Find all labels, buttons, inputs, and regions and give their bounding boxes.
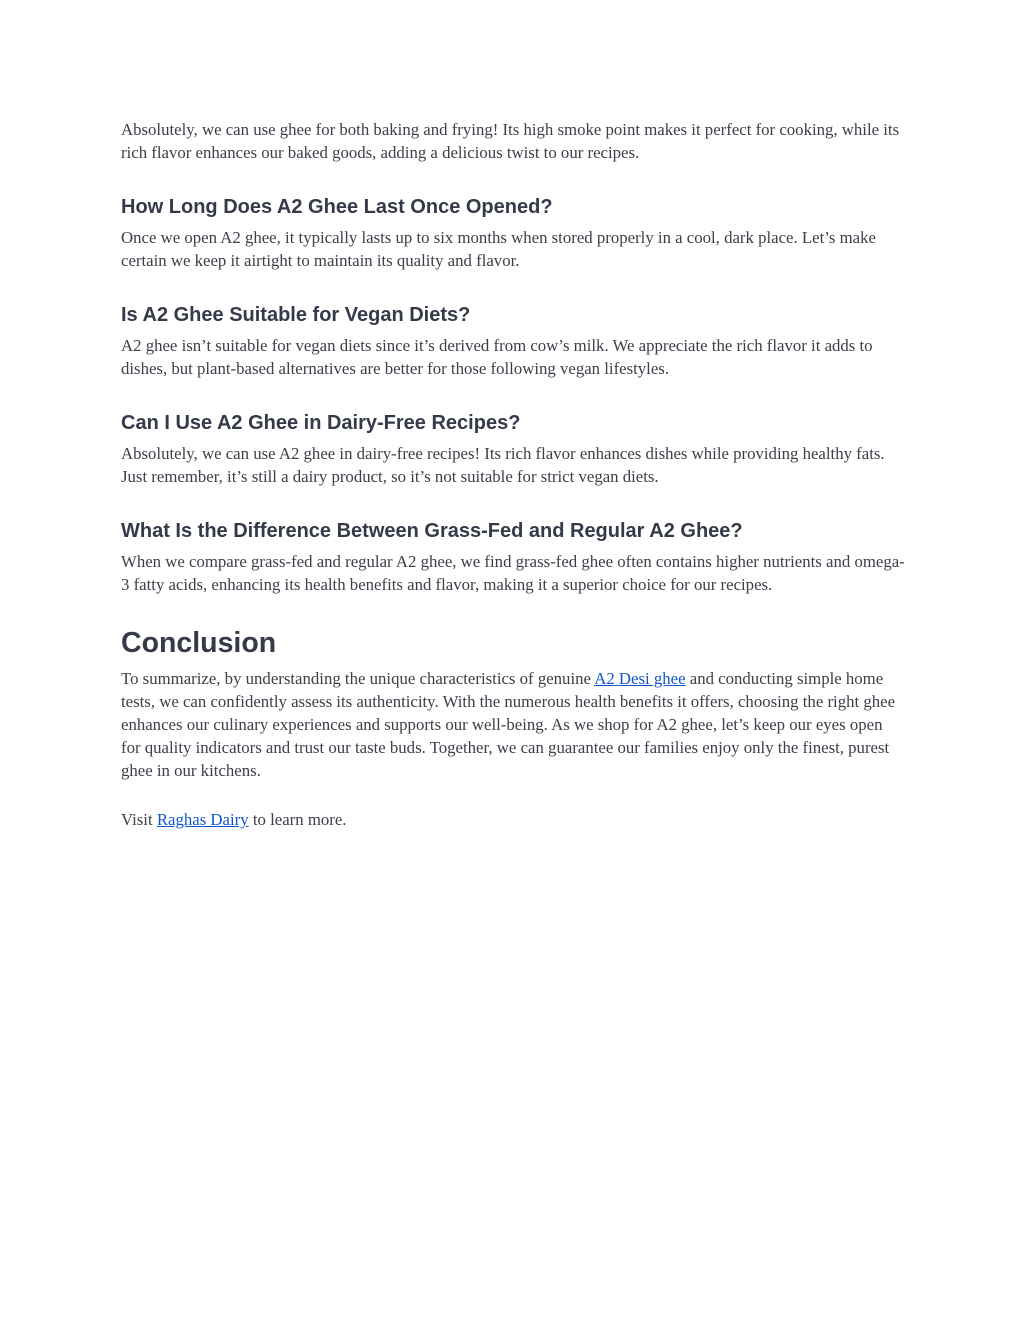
faq-answer-3: Absolutely, we can use A2 ghee in dairy-free recipes! Its rich flavor enhances dishes while providing healthy fats. Just remember, it’s still a dairy product, so it’s not suitable for strict vegan diets. (121, 444, 885, 486)
faq-question-1: How Long Does A2 Ghee Last Once Opened? (121, 196, 553, 218)
faq-section-2 (121, 302, 906, 380)
faq-answer-1: Once we open A2 ghee, it typically lasts up to six months when stored properly in a cool, dark place. Let’s make certain we keep it airtight to maintain its quality and flavor. (121, 228, 876, 270)
conclusion-heading: Conclusion (121, 627, 277, 659)
visit-paragraph (121, 808, 906, 831)
faq-question-2: Is A2 Ghee Suitable for Vegan Diets? (121, 304, 471, 326)
visit-suffix: to learn more. (248, 810, 347, 829)
conclusion-section (121, 626, 906, 782)
faq-question-3: Can I Use A2 Ghee in Dairy-Free Recipes? (121, 412, 521, 434)
intro-paragraph: Absolutely, we can use ghee for both baking and frying! Its high smoke point makes it perfect for cooking, while its rich flavor enhances our baked goods, adding a delicious twist to our recipes. (121, 120, 900, 162)
conclusion-paragraph (121, 667, 906, 782)
faq-answer-4: When we compare grass-fed and regular A2 ghee, we find grass-fed ghee often contains higher nutrients and omega-3 fatty acids, enhancing its health benefits and flavor, making it a superior choice for our recipes. (121, 552, 905, 594)
document-body (121, 118, 906, 831)
faq-section-1 (121, 194, 906, 272)
conclusion-text-start: To summarize, by understanding the unique characteristics of genuine (121, 669, 595, 688)
visit-prefix: Visit (121, 810, 157, 829)
faq-section-3 (121, 410, 906, 488)
faq-section-4 (121, 518, 906, 596)
a2-desi-ghee-link[interactable]: A2 Desi ghee (594, 669, 686, 688)
conclusion-text-end: and conducting simple home tests, we can confidently assess its authenticity. With the numerous health benefits it offers, choosing the right ghee enhances our culinary experiences and supports our well-being. As we shop for A2 ghee, let’s keep our eyes open for quality indicators and trust our taste buds. Together, we can guarantee our families enjoy only the finest, purest ghee in our kitchens. (121, 669, 896, 780)
faq-question-4: What Is the Difference Between Grass-Fed and Regular A2 Ghee? (121, 520, 743, 542)
faq-answer-2: A2 ghee isn’t suitable for vegan diets since it’s derived from cow’s milk. We appreciate the rich flavor it adds to dishes, but plant-based alternatives are better for those following vegan lifestyles. (121, 336, 873, 378)
raghas-dairy-link[interactable]: Raghas Dairy (156, 810, 249, 829)
